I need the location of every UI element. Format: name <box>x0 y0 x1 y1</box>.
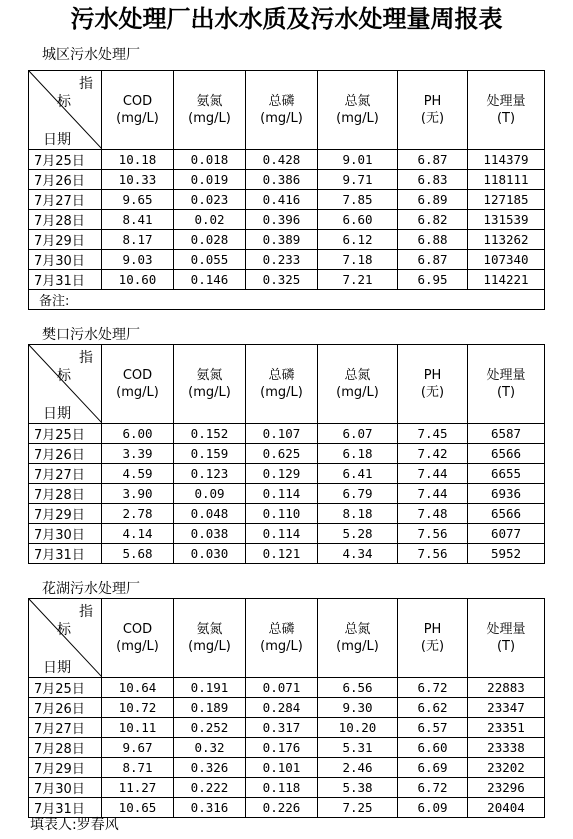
value-cell: 9.65 <box>102 190 174 210</box>
date-cell: 7月30日 <box>29 250 102 270</box>
value-cell: 7.18 <box>318 250 398 270</box>
column-header <box>102 345 174 424</box>
value-cell: 6.69 <box>398 758 468 778</box>
value-cell: 8.71 <box>102 758 174 778</box>
value-cell: 0.028 <box>174 230 246 250</box>
value-cell: 20404 <box>468 798 545 818</box>
value-cell: 6587 <box>468 424 545 444</box>
header-row <box>29 599 545 678</box>
column-name: 处理量 <box>486 368 526 383</box>
value-cell: 7.44 <box>398 484 468 504</box>
value-cell: 127185 <box>468 190 545 210</box>
value-cell: 6936 <box>468 484 545 504</box>
value-cell: 6.87 <box>398 250 468 270</box>
value-cell: 9.67 <box>102 738 174 758</box>
form-filler: 填表人:罗春风 <box>30 817 119 833</box>
date-cell: 7月29日 <box>29 504 102 524</box>
column-unit: (mg/L) <box>188 639 231 654</box>
date-cell: 7月26日 <box>29 170 102 190</box>
table-row <box>29 190 545 210</box>
column-unit: (mg/L) <box>260 639 303 654</box>
column-header <box>102 599 174 678</box>
date-cell: 7月31日 <box>29 798 102 818</box>
value-cell: 7.85 <box>318 190 398 210</box>
value-cell: 0.284 <box>246 698 318 718</box>
column-name: 总氮 <box>344 622 371 637</box>
date-cell: 7月31日 <box>29 270 102 290</box>
value-cell: 10.11 <box>102 718 174 738</box>
column-name: 处理量 <box>486 622 526 637</box>
value-cell: 23351 <box>468 718 545 738</box>
value-cell: 0.118 <box>246 778 318 798</box>
value-cell: 0.114 <box>246 524 318 544</box>
note-row <box>29 290 545 310</box>
value-cell: 6.72 <box>398 678 468 698</box>
diagonal-header-cell <box>29 71 102 150</box>
date-cell: 7月29日 <box>29 758 102 778</box>
value-cell: 6.79 <box>318 484 398 504</box>
column-name: 氨氮 <box>196 622 223 637</box>
value-cell: 0.146 <box>174 270 246 290</box>
section-title: 城区污水处理厂 <box>42 47 140 63</box>
column-header <box>468 599 545 678</box>
table-row <box>29 504 545 524</box>
value-cell: 22883 <box>468 678 545 698</box>
date-cell: 7月28日 <box>29 484 102 504</box>
value-cell: 114221 <box>468 270 545 290</box>
value-cell: 9.03 <box>102 250 174 270</box>
diagonal-header-cell <box>29 345 102 424</box>
table-row <box>29 170 545 190</box>
value-cell: 0.176 <box>246 738 318 758</box>
quality-table <box>28 344 545 564</box>
table-row <box>29 544 545 564</box>
value-cell: 118111 <box>468 170 545 190</box>
value-cell: 23296 <box>468 778 545 798</box>
value-cell: 10.65 <box>102 798 174 818</box>
value-cell: 10.18 <box>102 150 174 170</box>
value-cell: 6.57 <box>398 718 468 738</box>
value-cell: 10.20 <box>318 718 398 738</box>
value-cell: 0.191 <box>174 678 246 698</box>
column-name: 处理量 <box>486 94 526 109</box>
value-cell: 6.88 <box>398 230 468 250</box>
value-cell: 6.12 <box>318 230 398 250</box>
header-date-label: 日期 <box>43 660 71 676</box>
value-cell: 0.018 <box>174 150 246 170</box>
value-cell: 0.09 <box>174 484 246 504</box>
quality-table <box>28 70 545 310</box>
value-cell: 7.42 <box>398 444 468 464</box>
value-cell: 3.39 <box>102 444 174 464</box>
value-cell: 6.87 <box>398 150 468 170</box>
value-cell: 0.416 <box>246 190 318 210</box>
value-cell: 0.114 <box>246 484 318 504</box>
column-name: 总磷 <box>268 94 295 109</box>
column-name: 总氮 <box>344 368 371 383</box>
column-unit: (无) <box>420 111 445 126</box>
date-cell: 7月31日 <box>29 544 102 564</box>
column-header <box>318 345 398 424</box>
value-cell: 107340 <box>468 250 545 270</box>
table-row <box>29 210 545 230</box>
column-unit: (mg/L) <box>260 385 303 400</box>
value-cell: 4.34 <box>318 544 398 564</box>
column-unit: (mg/L) <box>336 385 379 400</box>
value-cell: 10.60 <box>102 270 174 290</box>
column-header <box>318 599 398 678</box>
header-indicator-label-2: 标 <box>57 368 71 384</box>
value-cell: 6.95 <box>398 270 468 290</box>
value-cell: 0.32 <box>174 738 246 758</box>
value-cell: 9.30 <box>318 698 398 718</box>
value-cell: 6.60 <box>318 210 398 230</box>
column-unit: (mg/L) <box>188 111 231 126</box>
table-row <box>29 798 545 818</box>
value-cell: 6566 <box>468 504 545 524</box>
column-name: PH <box>423 622 442 637</box>
column-name: 总氮 <box>344 94 371 109</box>
value-cell: 0.222 <box>174 778 246 798</box>
column-name: 氨氮 <box>196 368 223 383</box>
date-cell: 7月25日 <box>29 150 102 170</box>
value-cell: 0.386 <box>246 170 318 190</box>
column-header <box>174 599 246 678</box>
column-header <box>174 71 246 150</box>
date-cell: 7月27日 <box>29 190 102 210</box>
column-header <box>246 345 318 424</box>
column-unit: (mg/L) <box>336 111 379 126</box>
value-cell: 8.41 <box>102 210 174 230</box>
value-cell: 6.72 <box>398 778 468 798</box>
value-cell: 6.82 <box>398 210 468 230</box>
value-cell: 5.28 <box>318 524 398 544</box>
value-cell: 7.56 <box>398 524 468 544</box>
value-cell: 0.030 <box>174 544 246 564</box>
column-header <box>468 345 545 424</box>
value-cell: 3.90 <box>102 484 174 504</box>
value-cell: 114379 <box>468 150 545 170</box>
value-cell: 6.89 <box>398 190 468 210</box>
date-cell: 7月26日 <box>29 444 102 464</box>
value-cell: 10.72 <box>102 698 174 718</box>
value-cell: 0.107 <box>246 424 318 444</box>
value-cell: 2.46 <box>318 758 398 778</box>
value-cell: 9.71 <box>318 170 398 190</box>
value-cell: 6655 <box>468 464 545 484</box>
date-cell: 7月28日 <box>29 738 102 758</box>
header-indicator-label-2: 标 <box>57 622 71 638</box>
column-unit: (mg/L) <box>188 385 231 400</box>
column-unit: (无) <box>420 385 445 400</box>
header-indicator-label: 指 <box>79 76 93 92</box>
value-cell: 6.41 <box>318 464 398 484</box>
table-row <box>29 150 545 170</box>
value-cell: 5.38 <box>318 778 398 798</box>
column-unit: (T) <box>496 385 516 400</box>
column-header <box>468 71 545 150</box>
header-row <box>29 71 545 150</box>
note-cell: 备注: <box>29 290 545 310</box>
column-header <box>246 71 318 150</box>
column-unit: (mg/L) <box>116 385 159 400</box>
table-row <box>29 738 545 758</box>
value-cell: 0.055 <box>174 250 246 270</box>
column-unit: (mg/L) <box>336 639 379 654</box>
value-cell: 0.101 <box>246 758 318 778</box>
table-row <box>29 718 545 738</box>
value-cell: 6.00 <box>102 424 174 444</box>
value-cell: 23202 <box>468 758 545 778</box>
value-cell: 0.316 <box>174 798 246 818</box>
date-cell: 7月27日 <box>29 464 102 484</box>
value-cell: 0.325 <box>246 270 318 290</box>
table-row <box>29 230 545 250</box>
diagonal-header-cell <box>29 599 102 678</box>
value-cell: 0.396 <box>246 210 318 230</box>
value-cell: 11.27 <box>102 778 174 798</box>
table-row <box>29 250 545 270</box>
table-row <box>29 424 545 444</box>
value-cell: 4.59 <box>102 464 174 484</box>
date-cell: 7月26日 <box>29 698 102 718</box>
value-cell: 0.326 <box>174 758 246 778</box>
column-name: COD <box>122 94 153 109</box>
value-cell: 0.625 <box>246 444 318 464</box>
value-cell: 7.44 <box>398 464 468 484</box>
value-cell: 0.123 <box>174 464 246 484</box>
column-header <box>174 345 246 424</box>
column-header <box>102 71 174 150</box>
value-cell: 6.18 <box>318 444 398 464</box>
value-cell: 0.389 <box>246 230 318 250</box>
value-cell: 5.68 <box>102 544 174 564</box>
value-cell: 0.189 <box>174 698 246 718</box>
column-unit: (mg/L) <box>260 111 303 126</box>
value-cell: 8.18 <box>318 504 398 524</box>
value-cell: 0.019 <box>174 170 246 190</box>
column-header <box>398 345 468 424</box>
column-name: PH <box>423 368 442 383</box>
value-cell: 0.121 <box>246 544 318 564</box>
value-cell: 0.226 <box>246 798 318 818</box>
header-indicator-label: 指 <box>79 604 93 620</box>
date-cell: 7月30日 <box>29 778 102 798</box>
column-header <box>398 599 468 678</box>
table-row <box>29 698 545 718</box>
column-name: COD <box>122 622 153 637</box>
column-name: COD <box>122 368 153 383</box>
table-row <box>29 678 545 698</box>
header-row <box>29 345 545 424</box>
column-name: 氨氮 <box>196 94 223 109</box>
date-cell: 7月25日 <box>29 678 102 698</box>
column-header <box>398 71 468 150</box>
column-unit: (mg/L) <box>116 639 159 654</box>
value-cell: 8.17 <box>102 230 174 250</box>
value-cell: 0.252 <box>174 718 246 738</box>
section-title: 花湖污水处理厂 <box>42 581 140 597</box>
table-row <box>29 444 545 464</box>
date-cell: 7月27日 <box>29 718 102 738</box>
column-unit: (mg/L) <box>116 111 159 126</box>
date-cell: 7月29日 <box>29 230 102 250</box>
value-cell: 0.110 <box>246 504 318 524</box>
table-row <box>29 270 545 290</box>
value-cell: 10.33 <box>102 170 174 190</box>
column-name: 总磷 <box>268 622 295 637</box>
value-cell: 6.56 <box>318 678 398 698</box>
value-cell: 0.071 <box>246 678 318 698</box>
date-cell: 7月30日 <box>29 524 102 544</box>
column-unit: (无) <box>420 639 445 654</box>
column-header <box>318 71 398 150</box>
value-cell: 5.31 <box>318 738 398 758</box>
value-cell: 6077 <box>468 524 545 544</box>
value-cell: 6.09 <box>398 798 468 818</box>
value-cell: 0.317 <box>246 718 318 738</box>
value-cell: 7.48 <box>398 504 468 524</box>
table-row <box>29 524 545 544</box>
header-date-label: 日期 <box>43 406 71 422</box>
value-cell: 6.62 <box>398 698 468 718</box>
value-cell: 2.78 <box>102 504 174 524</box>
table-row <box>29 758 545 778</box>
value-cell: 113262 <box>468 230 545 250</box>
value-cell: 0.048 <box>174 504 246 524</box>
header-date-label: 日期 <box>43 132 71 148</box>
header-indicator-label-2: 标 <box>57 94 71 110</box>
value-cell: 7.21 <box>318 270 398 290</box>
table-row <box>29 778 545 798</box>
section-title: 樊口污水处理厂 <box>42 327 140 343</box>
value-cell: 7.45 <box>398 424 468 444</box>
column-name: PH <box>423 94 442 109</box>
value-cell: 0.023 <box>174 190 246 210</box>
value-cell: 0.02 <box>174 210 246 230</box>
value-cell: 0.152 <box>174 424 246 444</box>
date-cell: 7月28日 <box>29 210 102 230</box>
value-cell: 0.129 <box>246 464 318 484</box>
value-cell: 0.233 <box>246 250 318 270</box>
value-cell: 23347 <box>468 698 545 718</box>
table-row <box>29 464 545 484</box>
quality-table <box>28 598 545 818</box>
column-unit: (T) <box>496 111 516 126</box>
value-cell: 7.56 <box>398 544 468 564</box>
value-cell: 6.60 <box>398 738 468 758</box>
value-cell: 6.83 <box>398 170 468 190</box>
value-cell: 10.64 <box>102 678 174 698</box>
value-cell: 0.038 <box>174 524 246 544</box>
column-header <box>246 599 318 678</box>
value-cell: 131539 <box>468 210 545 230</box>
value-cell: 0.428 <box>246 150 318 170</box>
header-indicator-label: 指 <box>79 350 93 366</box>
value-cell: 4.14 <box>102 524 174 544</box>
report-title: 污水处理厂出水水质及污水处理量周报表 <box>70 4 503 33</box>
value-cell: 6566 <box>468 444 545 464</box>
column-unit: (T) <box>496 639 516 654</box>
column-name: 总磷 <box>268 368 295 383</box>
value-cell: 9.01 <box>318 150 398 170</box>
date-cell: 7月25日 <box>29 424 102 444</box>
table-row <box>29 484 545 504</box>
value-cell: 7.25 <box>318 798 398 818</box>
value-cell: 23338 <box>468 738 545 758</box>
value-cell: 5952 <box>468 544 545 564</box>
value-cell: 0.159 <box>174 444 246 464</box>
value-cell: 6.07 <box>318 424 398 444</box>
